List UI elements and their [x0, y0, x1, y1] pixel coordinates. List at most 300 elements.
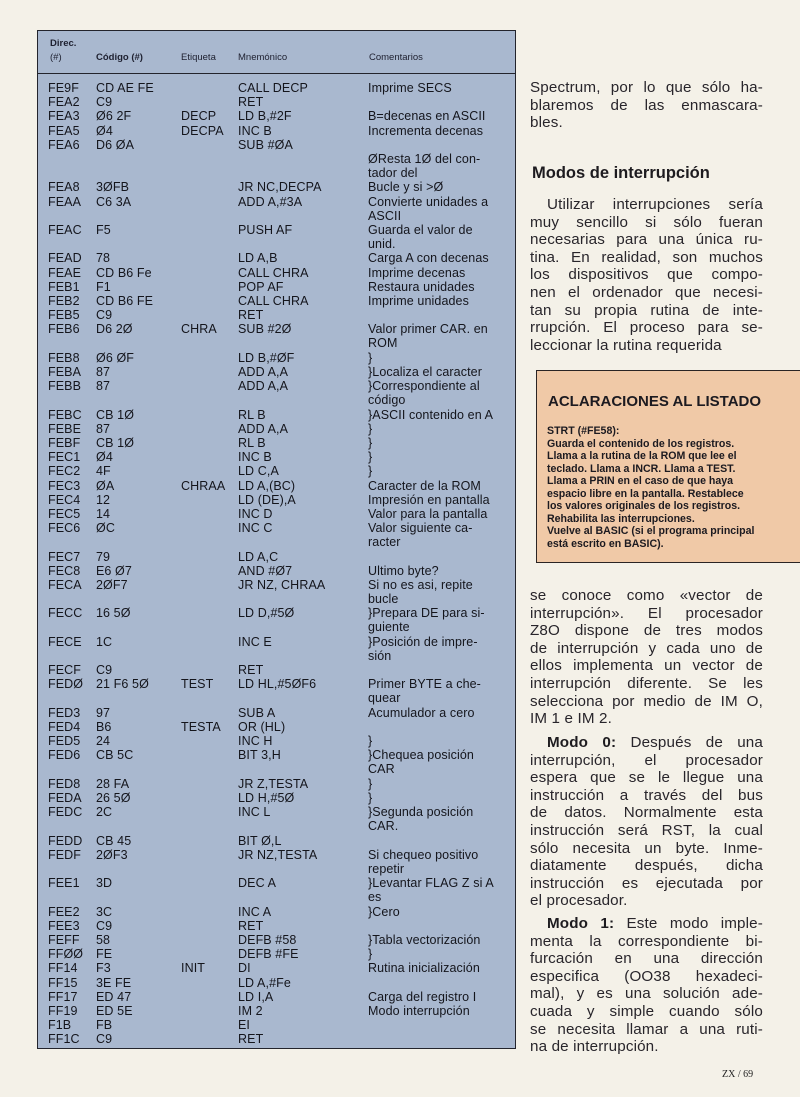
- row-code: CB 45: [96, 833, 132, 848]
- text-line: menta la correspondiente bi-: [530, 932, 763, 950]
- row-code: 2ØF3: [96, 847, 128, 862]
- comment-line: Valor primer CAR. en: [368, 322, 488, 337]
- row-address: FEC4: [48, 492, 81, 507]
- mode-label: Modo 1:: [547, 915, 615, 932]
- section-heading: Modos de interrupción: [532, 164, 710, 182]
- row-code: F3: [96, 961, 111, 976]
- row-code: 4F: [96, 464, 111, 479]
- row-comment: [368, 564, 505, 578]
- row-mnemonic: INC E: [238, 634, 272, 649]
- comment-line: tador del: [368, 166, 418, 180]
- row-comment: [368, 180, 505, 194]
- row-address: FECA: [48, 578, 82, 592]
- intro-paragraph: [530, 79, 763, 132]
- aclaraciones-line: Rehabilita las interrupciones.: [547, 512, 695, 525]
- text-line: los dispositivos que compo-: [530, 266, 763, 284]
- row-mnemonic: DEFB #FE: [238, 947, 299, 962]
- row-comment: [368, 223, 505, 251]
- row-comment: [368, 422, 505, 436]
- comment-line: Guarda el valor de: [368, 223, 473, 237]
- comment-line: es: [368, 890, 382, 905]
- row-address: FEDØ: [48, 677, 84, 692]
- row-code: ØA: [96, 478, 115, 493]
- row-comment: [368, 961, 505, 975]
- row-mnemonic: EI: [238, 1018, 251, 1033]
- row-address: FEC8: [48, 563, 81, 578]
- comment-line: }: [368, 350, 373, 365]
- row-comment: [368, 521, 505, 549]
- row-code: F5: [96, 223, 111, 237]
- row-code: 2C: [96, 805, 113, 820]
- row-mnemonic: POP AF: [238, 279, 284, 294]
- comment-line: ROM: [368, 336, 398, 351]
- row-label: CHRAA: [181, 478, 226, 493]
- row-mnemonic: OR (HL): [238, 720, 286, 734]
- row-mnemonic: RL B: [238, 436, 266, 450]
- aclaraciones-line: teclado. Llama a INCR. Llama a TEST.: [547, 462, 736, 475]
- text-line: Z8O dispone de tres modos: [530, 622, 763, 640]
- text-line: [530, 734, 763, 752]
- aclaraciones-line: espacio libre en la pantalla. Restablece: [547, 487, 744, 500]
- row-code: C6 3A: [96, 194, 132, 209]
- text-line: selecciona por medio de IM O,: [530, 692, 763, 710]
- text-line: bles.: [530, 114, 563, 132]
- row-comment: [368, 748, 505, 776]
- row-mnemonic: LD A,(BC): [238, 478, 296, 493]
- row-mnemonic: PUSH AF: [238, 223, 293, 237]
- row-address: FEAA: [48, 194, 82, 209]
- row-address: FEDC: [48, 805, 83, 820]
- comment-line: }: [368, 464, 373, 479]
- comment-line: B=decenas en ASCII: [368, 109, 486, 124]
- row-mnemonic: LD C,A: [238, 464, 279, 479]
- row-mnemonic: CALL CHRA: [238, 294, 309, 308]
- row-address: FEE3: [48, 918, 80, 933]
- text-line: instrucción a través del bus: [530, 786, 763, 804]
- comment-line: }: [368, 450, 373, 465]
- row-label: DECP: [181, 109, 217, 124]
- aclaraciones-line: está escrito en BASIC).: [547, 537, 664, 550]
- aclaraciones-line: Guarda el contenido de los registros.: [547, 437, 735, 450]
- row-mnemonic: LD HL,#5ØF6: [238, 677, 317, 692]
- row-address: FEDF: [48, 847, 82, 862]
- row-address: FEAE: [48, 265, 82, 280]
- row-mnemonic: LD A,B: [238, 251, 278, 266]
- row-comment: [368, 805, 505, 833]
- header-comments: Comentarios: [369, 52, 423, 63]
- row-mnemonic: RET: [238, 1032, 264, 1047]
- text-line: tina. En realidad, son muchos: [530, 248, 763, 266]
- row-mnemonic: JR NC,DECPA: [238, 180, 322, 195]
- row-mnemonic: INC B: [238, 450, 272, 465]
- row-address: FECF: [48, 663, 82, 678]
- row-code: 2ØF7: [96, 578, 128, 592]
- row-comment: [368, 351, 505, 365]
- row-comment: [368, 578, 505, 606]
- row-address: FEC5: [48, 507, 81, 521]
- row-code: 3C: [96, 904, 113, 919]
- comment-line: Restaura unidades: [368, 279, 475, 294]
- row-address: FF1C: [48, 1032, 80, 1047]
- comment-line: guiente: [368, 620, 410, 635]
- row-code: Ø6 2F: [96, 109, 132, 124]
- row-code: C9: [96, 95, 113, 110]
- row-comment: [368, 280, 505, 294]
- comment-line: }: [368, 791, 373, 805]
- row-address: FEA5: [48, 123, 80, 138]
- row-mnemonic: RET: [238, 918, 264, 933]
- row-comment: [368, 266, 505, 280]
- row-comment: [368, 408, 505, 422]
- header-dir-hash: (#): [50, 52, 62, 63]
- row-mnemonic: INC B: [238, 123, 272, 138]
- row-code: D6 ØA: [96, 137, 135, 152]
- text-line: interrupción, el procesador: [530, 751, 763, 769]
- row-code: F1: [96, 279, 111, 294]
- row-mnemonic: JR NZ, CHRAA: [238, 578, 326, 592]
- comment-line: Ultimo byte?: [368, 563, 439, 578]
- row-mnemonic: CALL CHRA: [238, 265, 309, 280]
- row-address: FEB6: [48, 322, 80, 337]
- row-address: FEBB: [48, 379, 82, 394]
- row-mnemonic: DI: [238, 961, 251, 976]
- text-line: furcación en una dirección: [530, 950, 763, 968]
- row-code: ED 5E: [96, 1004, 133, 1018]
- comment-line: }Prepara DE para si-: [368, 606, 485, 621]
- text-line: mal), y es una solución ade-: [530, 985, 763, 1003]
- row-comment: [368, 777, 505, 791]
- row-code: 97: [96, 705, 111, 720]
- comment-line: }: [368, 776, 373, 791]
- page-number: ZX / 69: [722, 1069, 754, 1080]
- comment-line: Modo interrupción: [368, 1004, 470, 1018]
- text-line: na de interrupción.: [530, 1038, 659, 1056]
- row-mnemonic: LD H,#5Ø: [238, 791, 295, 805]
- row-code: CB 5C: [96, 748, 134, 763]
- text-line: instrucción es ejecutada por: [530, 874, 763, 892]
- row-address: FEC7: [48, 549, 81, 564]
- row-comment: [368, 464, 505, 478]
- row-code: Ø4: [96, 123, 113, 138]
- row-address: FEBC: [48, 407, 82, 422]
- row-address: FEE1: [48, 876, 80, 891]
- row-code: FE: [96, 947, 113, 962]
- listing-rows: [38, 31, 515, 1048]
- row-address: FF14: [48, 961, 78, 976]
- row-address: FEC2: [48, 464, 81, 479]
- row-address: FED3: [48, 705, 81, 720]
- row-comment: [368, 365, 505, 379]
- row-address: FEB2: [48, 294, 80, 308]
- header-dir: Direc.: [50, 38, 77, 49]
- comment-line: Valor siguiente ca-: [368, 521, 473, 536]
- row-comment: [368, 124, 505, 138]
- paragraph-modo-0: [530, 734, 763, 910]
- row-code: 21 F6 5Ø: [96, 677, 149, 692]
- text-line: Spectrum, por lo que sólo ha-: [530, 79, 763, 96]
- row-address: FEB5: [48, 308, 80, 323]
- row-mnemonic: ADD A,A: [238, 421, 289, 436]
- row-code: CB 1Ø: [96, 436, 135, 450]
- row-comment: [368, 1004, 505, 1018]
- row-code: CD AE FE: [96, 81, 154, 95]
- aclaraciones-line: Llama a la rutina de la ROM que lee el: [547, 450, 737, 462]
- row-comment: [368, 876, 505, 904]
- row-code: 3D: [96, 876, 113, 891]
- row-comment: [368, 152, 505, 180]
- aclaraciones-line: Llama a PRIN en el caso de que haya: [547, 475, 734, 487]
- row-mnemonic: SUB #2Ø: [238, 322, 292, 337]
- row-code: C9: [96, 663, 113, 678]
- row-comment: [368, 706, 505, 720]
- row-code: Ø4: [96, 450, 113, 465]
- row-code: 87: [96, 365, 111, 379]
- comment-line: Si no es asi, repite: [368, 578, 473, 592]
- row-address: F1B: [48, 1018, 72, 1033]
- row-mnemonic: RET: [238, 308, 264, 323]
- row-code: 87: [96, 421, 111, 436]
- row-mnemonic: DEC A: [238, 876, 277, 891]
- header-code: Código (#): [96, 52, 143, 63]
- row-mnemonic: JR NZ,TESTA: [238, 847, 318, 862]
- row-label: INIT: [181, 961, 206, 976]
- comment-line: Imprime decenas: [368, 265, 466, 280]
- comment-line: Si chequeo positivo: [368, 847, 479, 862]
- text-line: blaremos de las enmascara-: [530, 96, 763, 114]
- row-mnemonic: BIT Ø,L: [238, 833, 282, 848]
- text-line: sólo necesita un byte. Inme-: [530, 839, 763, 857]
- aclaraciones-line: STRT (#FE58):: [547, 425, 620, 437]
- comment-line: racter: [368, 535, 401, 550]
- row-address: FED4: [48, 720, 81, 734]
- row-code: 78: [96, 251, 111, 266]
- row-comment: [368, 251, 505, 265]
- comment-line: CAR.: [368, 819, 399, 834]
- row-address: FF17: [48, 989, 78, 1004]
- row-code: 12: [96, 492, 111, 507]
- comment-line: }ASCII contenido en A: [368, 407, 494, 422]
- row-comment: [368, 450, 505, 464]
- row-code: 24: [96, 734, 111, 749]
- row-address: FF15: [48, 975, 78, 990]
- row-mnemonic: LD A,C: [238, 549, 279, 564]
- aclaraciones-body: [547, 425, 754, 550]
- row-mnemonic: ADD A,A: [238, 365, 289, 379]
- row-address: FECC: [48, 606, 83, 621]
- comment-line: }Correspondiente al: [368, 379, 480, 394]
- comment-line: repetir: [368, 861, 405, 876]
- comment-line: }Localiza el caracter: [368, 365, 482, 379]
- text-line: necesarias para una única ru-: [530, 231, 763, 249]
- row-code: 87: [96, 379, 111, 394]
- text-line: [530, 915, 763, 933]
- row-label: CHRA: [181, 322, 217, 337]
- row-address: FEAC: [48, 223, 82, 237]
- row-comment: [368, 436, 505, 450]
- row-code: CD B6 Fe: [96, 265, 152, 280]
- row-mnemonic: LD I,A: [238, 989, 274, 1004]
- comment-line: Convierte unidades a: [368, 194, 489, 209]
- row-comment: [368, 947, 505, 961]
- row-address: FEC3: [48, 478, 81, 493]
- row-address: FF19: [48, 1004, 78, 1018]
- row-mnemonic: RL B: [238, 407, 266, 422]
- paragraph-modo-1: [530, 915, 763, 1056]
- row-code: Ø6 ØF: [96, 350, 135, 365]
- row-mnemonic: LD B,#ØF: [238, 350, 295, 365]
- row-address: FEB8: [48, 350, 80, 365]
- row-code: 1C: [96, 634, 113, 649]
- row-comment: [368, 379, 505, 407]
- comment-line: }Chequea posición: [368, 748, 474, 763]
- text-line: diatamente después, dicha: [530, 857, 763, 875]
- row-label: TEST: [181, 677, 214, 692]
- row-comment: [368, 848, 505, 876]
- text-line: nen el ordenador que necesi-: [530, 283, 763, 301]
- row-code: D6 2Ø: [96, 322, 133, 337]
- row-comment: [368, 635, 505, 663]
- text-line: espera que se le llegue una: [530, 769, 763, 787]
- text-line: IM 1 e IM 2.: [530, 710, 612, 728]
- text-line: especifica (OO38 hexadeci-: [530, 967, 763, 985]
- row-comment: [368, 195, 505, 223]
- comment-line: quear: [368, 691, 401, 706]
- header-label: Etiqueta: [181, 52, 216, 63]
- header-mnemonic: Mnemónico: [238, 52, 288, 63]
- aclaraciones-box: [536, 370, 800, 563]
- row-code: C9: [96, 308, 113, 323]
- row-mnemonic: LD B,#2F: [238, 109, 292, 124]
- row-address: FED6: [48, 748, 81, 763]
- row-address: FEA8: [48, 180, 80, 195]
- comment-line: Imprime SECS: [368, 81, 452, 95]
- mode-label: Modo 0:: [547, 734, 617, 751]
- comment-line: }Segunda posición: [368, 805, 474, 820]
- row-mnemonic: ADD A,#3A: [238, 194, 303, 209]
- row-code: 3E FE: [96, 975, 132, 990]
- comment-line: Primer BYTE a che-: [368, 677, 481, 692]
- comment-line: Incrementa decenas: [368, 123, 484, 138]
- row-code: CD B6 FE: [96, 294, 154, 308]
- row-mnemonic: INC D: [238, 507, 273, 521]
- text-fragment: Después de una: [616, 734, 763, 751]
- row-mnemonic: JR Z,TESTA: [238, 776, 309, 791]
- row-mnemonic: LD (DE),A: [238, 492, 296, 507]
- row-comment: [368, 791, 505, 805]
- comment-line: }: [368, 436, 373, 450]
- paragraph-vector-interrupcion: [530, 587, 763, 728]
- row-mnemonic: AND #Ø7: [238, 563, 293, 578]
- row-address: FEA2: [48, 95, 80, 110]
- comment-line: }: [368, 734, 373, 749]
- comment-line: }Cero: [368, 904, 400, 919]
- row-address: FEA6: [48, 137, 80, 152]
- text-line: tan su propia rutina de inte-: [530, 301, 763, 319]
- row-address: FEC6: [48, 521, 81, 536]
- row-comment: [368, 606, 505, 634]
- row-address: FEBE: [48, 421, 82, 436]
- row-code: 3ØFB: [96, 180, 130, 195]
- row-address: FEBA: [48, 365, 82, 379]
- comment-line: Rutina inicialización: [368, 961, 480, 976]
- comment-line: unid.: [368, 237, 396, 251]
- text-line: de interrupción y cada uno de: [530, 639, 763, 657]
- comment-line: Carga del registro I: [368, 989, 477, 1004]
- row-address: FEAD: [48, 251, 82, 266]
- row-comment: [368, 294, 505, 308]
- row-comment: [368, 734, 505, 748]
- text-line: instrucción será RST, la cual: [530, 821, 763, 839]
- text-line: leccionar la rutina requerida: [530, 336, 722, 354]
- row-mnemonic: IM 2: [238, 1004, 263, 1018]
- text-line: el procesador.: [530, 892, 628, 910]
- row-mnemonic: BIT 3,H: [238, 748, 281, 763]
- text-line: interrupción». El procesador: [530, 604, 763, 622]
- comment-line: }: [368, 947, 373, 962]
- row-mnemonic: RET: [238, 95, 264, 110]
- row-code: 28 FA: [96, 776, 130, 791]
- row-code: 58: [96, 933, 111, 947]
- text-line: rrupción. El proceso para se-: [530, 319, 763, 337]
- row-label: DECPA: [181, 123, 224, 138]
- row-mnemonic: INC L: [238, 805, 271, 820]
- text-line: de datos. Normalmente esta: [530, 804, 763, 822]
- row-address: FEE2: [48, 904, 80, 919]
- comment-line: CAR: [368, 762, 395, 777]
- text-line: cuada y simple cuando sólo: [530, 1002, 763, 1020]
- text-line: ellos implementa un vector de: [530, 657, 763, 675]
- row-address: FEA3: [48, 109, 80, 124]
- row-address: FED5: [48, 734, 81, 749]
- row-address: FEDD: [48, 833, 83, 848]
- row-mnemonic: INC A: [238, 904, 272, 919]
- comment-line: ASCII: [368, 208, 402, 223]
- text-fragment: Este modo imple-: [614, 915, 763, 932]
- aclaraciones-title: ACLARACIONES AL LISTADO: [548, 393, 762, 410]
- comment-line: bucle: [368, 592, 399, 606]
- row-address: FE9F: [48, 81, 79, 95]
- row-mnemonic: CALL DECP: [238, 81, 308, 95]
- comment-line: Acumulador a cero: [368, 705, 475, 720]
- row-address: FEFF: [48, 933, 80, 947]
- comment-line: ØResta 1Ø del con-: [368, 152, 481, 166]
- row-code: C9: [96, 918, 113, 933]
- text-line: muy sencillo si sólo fueran: [530, 213, 763, 231]
- row-mnemonic: RET: [238, 663, 264, 678]
- row-comment: [368, 493, 505, 507]
- text-line: Utilizar interrupciones sería: [547, 196, 763, 213]
- comment-line: }Tabla vectorización: [368, 933, 481, 947]
- comment-line: Bucle y si >Ø: [368, 180, 444, 195]
- row-code: CB 1Ø: [96, 407, 135, 422]
- row-comment: [368, 990, 505, 1004]
- row-code: 26 5Ø: [96, 791, 131, 805]
- row-comment: [368, 933, 505, 947]
- row-mnemonic: ADD A,A: [238, 379, 289, 394]
- comment-line: código: [368, 393, 406, 408]
- row-comment: [368, 905, 505, 919]
- row-comment: [368, 507, 505, 521]
- comment-line: }Levantar FLAG Z si A: [368, 876, 494, 891]
- row-mnemonic: INC C: [238, 521, 273, 536]
- row-comment: [368, 109, 505, 123]
- row-mnemonic: LD A,#Fe: [238, 975, 291, 990]
- text-line: se conoce como «vector de: [530, 587, 763, 604]
- comment-line: Imprime unidades: [368, 294, 469, 308]
- row-mnemonic: SUB A: [238, 705, 276, 720]
- row-mnemonic: SUB #ØA: [238, 137, 293, 152]
- row-address: FEC1: [48, 450, 81, 465]
